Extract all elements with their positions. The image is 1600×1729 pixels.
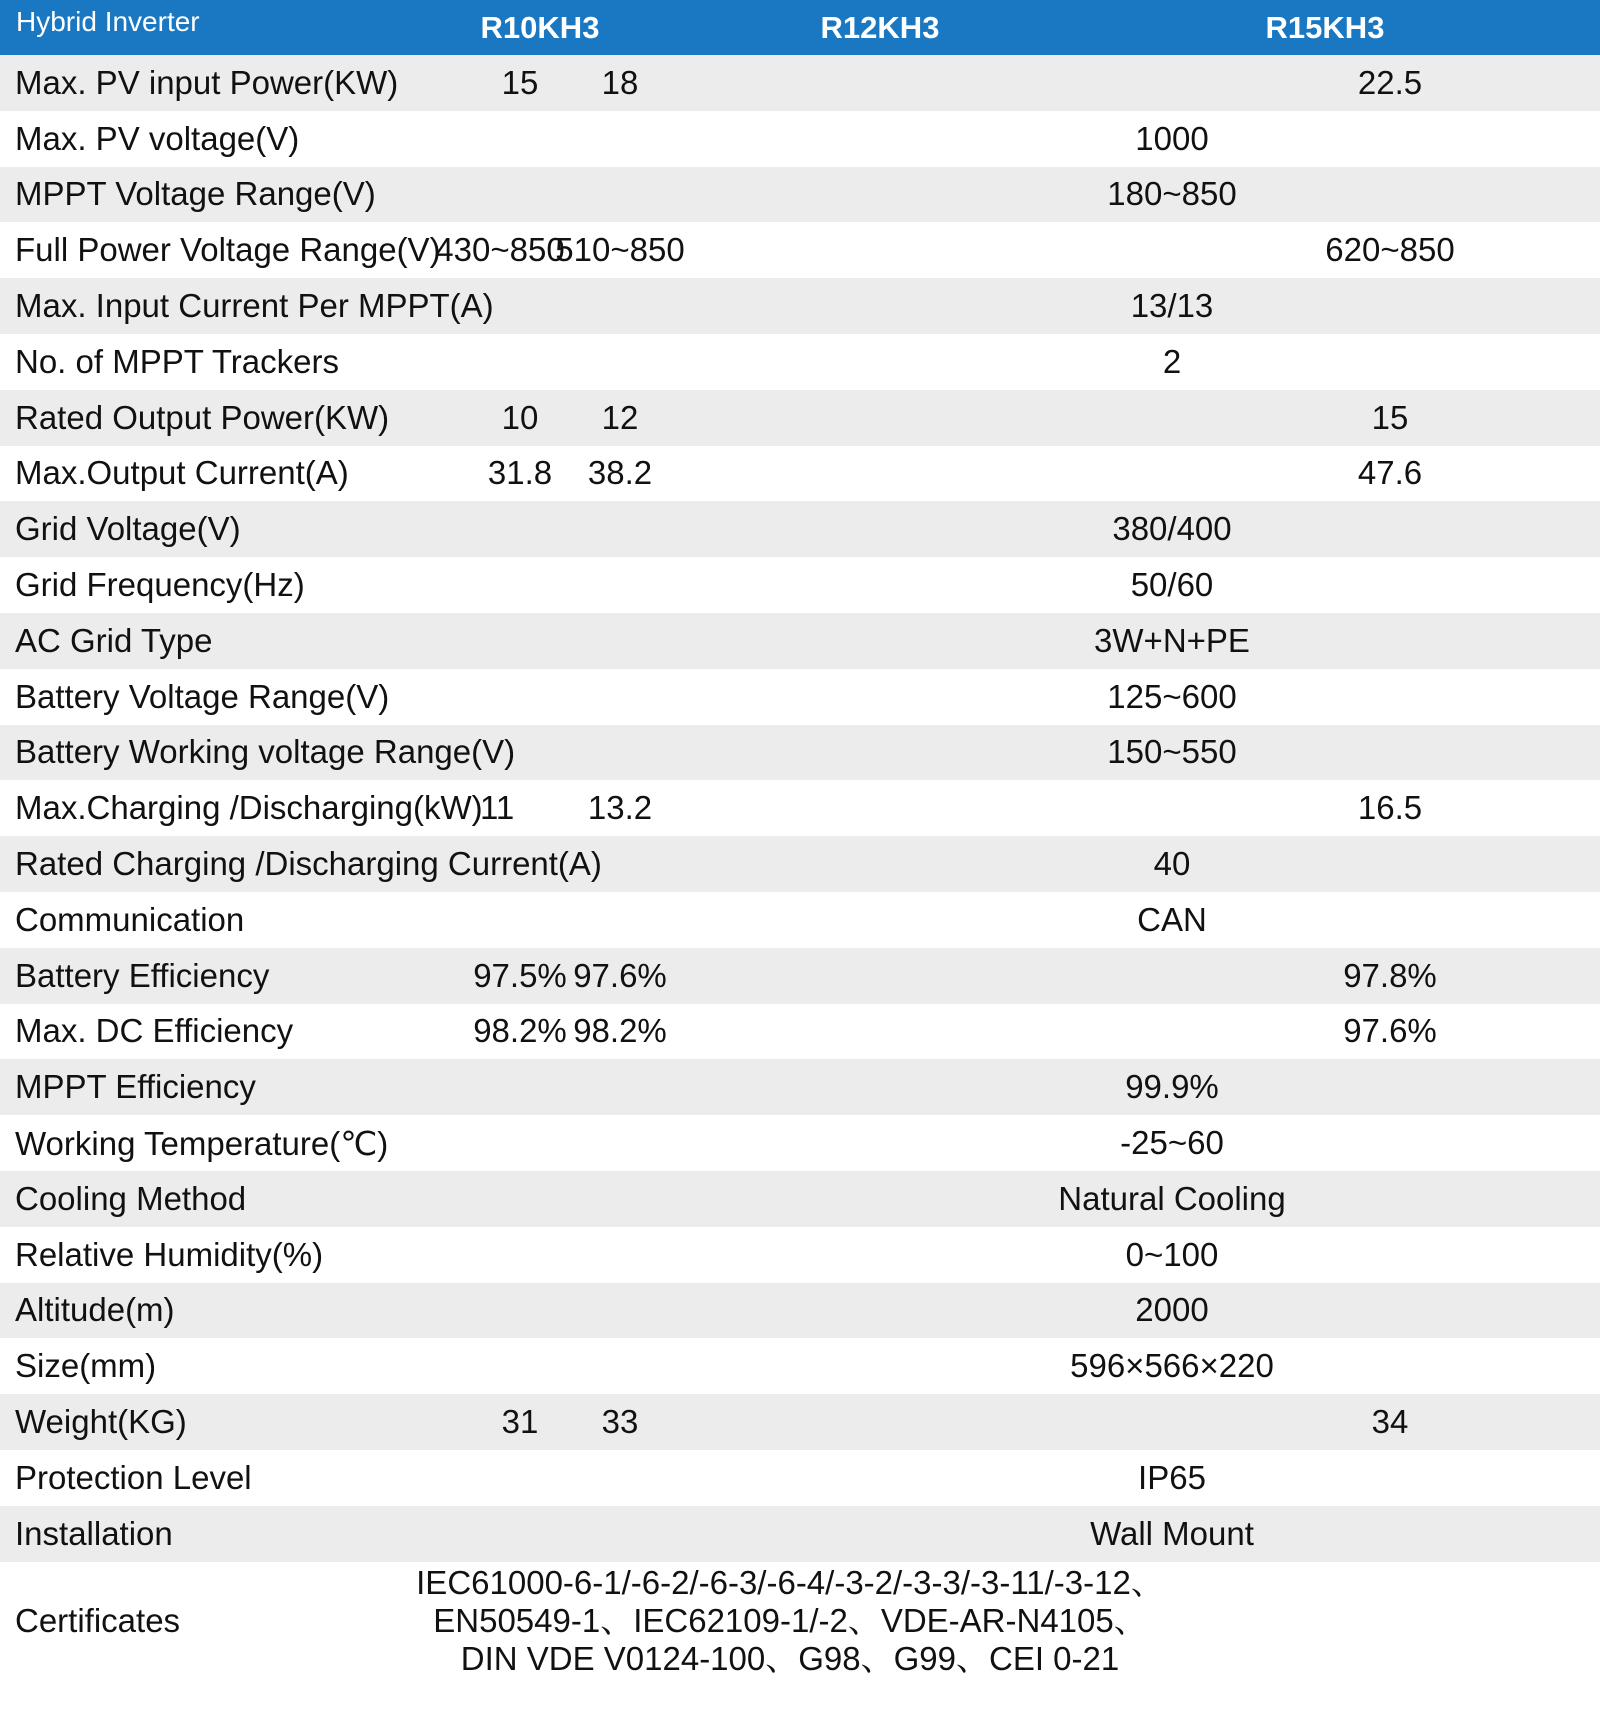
spec-label: MPPT Voltage Range(V) (15, 175, 376, 213)
spec-label: Certificates (15, 1601, 181, 1639)
spec-value-text: 97.5% (473, 956, 567, 994)
table-row (0, 222, 1600, 278)
spec-value-text: 13.2 (587, 789, 653, 827)
table-row (0, 1115, 1600, 1171)
certificates-value (416, 1562, 1600, 1680)
spec-shared-value (490, 836, 1600, 892)
spec-value-text: 596×566×220 (1070, 1347, 1274, 1385)
spec-value-text: 15 (501, 63, 539, 101)
spec-label: Battery Voltage Range(V) (15, 677, 390, 715)
spec-value (601, 1394, 1310, 1450)
table-row (0, 948, 1600, 1004)
spec-value-text: 180~850 (1107, 175, 1237, 213)
spec-label: Rated Charging /Discharging Current(A) (15, 845, 602, 883)
spec-label: Full Power Voltage Range(V) (15, 231, 441, 269)
spec-value-text: 98.2% (573, 1012, 667, 1050)
model-header: R15KH3 (1265, 9, 1385, 45)
spec-value-text: 40 (1153, 845, 1191, 883)
spec-value-text: 15 (1371, 398, 1409, 436)
spec-label: Max. DC Efficiency (15, 1012, 294, 1050)
spec-label: Grid Frequency(Hz) (15, 566, 305, 604)
table-row (0, 1506, 1600, 1562)
spec-label: Cooling Method (15, 1179, 247, 1217)
certificate-line: IEC61000-6-1/-6-2/-6-3/-6-4/-3-2/-3-3/-3-11/-3-12、 (416, 1563, 1164, 1601)
spec-value-text: 97.8% (1343, 956, 1437, 994)
table-row (0, 1171, 1600, 1227)
spec-shared-value (490, 278, 1600, 334)
spec-label: Battery Efficiency (15, 956, 270, 994)
spec-label: Protection Level (15, 1458, 252, 1496)
spec-value-text: -25~60 (1120, 1124, 1224, 1162)
spec-shared-value (490, 1450, 1600, 1506)
spec-value-text: 150~550 (1107, 733, 1237, 771)
spec-value-text: 97.6% (1343, 1012, 1437, 1050)
spec-shared-value (490, 669, 1600, 725)
spec-value-text: 2000 (1135, 1291, 1209, 1329)
spec-label: Rated Output Power(KW) (15, 398, 390, 436)
certificate-line: EN50549-1、IEC62109-1/-2、VDE-AR-N4105、 (433, 1601, 1147, 1639)
table-row (0, 836, 1600, 892)
table-row (0, 613, 1600, 669)
spec-value-text: 3W+N+PE (1094, 621, 1250, 659)
spec-value-text: 31.8 (487, 454, 553, 492)
spec-label: Altitude(m) (15, 1291, 175, 1329)
table-row (0, 669, 1600, 725)
spec-value-text: Natural Cooling (1058, 1179, 1286, 1217)
spec-shared-value (490, 167, 1600, 223)
spec-value-text: 0~100 (1125, 1235, 1219, 1273)
spec-shared-value (490, 725, 1600, 781)
spec-shared-value (490, 501, 1600, 557)
spec-value-text: CAN (1137, 900, 1207, 938)
spec-label: Grid Voltage(V) (15, 510, 241, 548)
spec-shared-value (490, 1115, 1600, 1171)
spec-label: AC Grid Type (15, 621, 213, 659)
spec-rows (0, 55, 1600, 1680)
header-row (0, 0, 1600, 55)
spec-value (555, 222, 1310, 278)
table-row (0, 892, 1600, 948)
certificates-list (350, 1564, 1230, 1678)
spec-label: Max.Charging /Discharging(kW) (15, 789, 483, 827)
spec-value-text: 34 (1371, 1403, 1409, 1441)
spec-value-text: 2 (1162, 342, 1182, 380)
spec-label: No. of MPPT Trackers (15, 342, 339, 380)
spec-value-text: 620~850 (1325, 231, 1455, 269)
certificate-line: DIN VDE V0124-100、G98、G99、CEI 0-21 (460, 1639, 1120, 1677)
table-row (0, 167, 1600, 223)
table-row (0, 1059, 1600, 1115)
spec-value-text: 97.6% (573, 956, 667, 994)
spec-value-text: 10 (501, 398, 539, 436)
table-title: Hybrid Inverter (16, 6, 200, 37)
table-row (0, 1227, 1600, 1283)
spec-shared-value (490, 111, 1600, 167)
spec-label: Relative Humidity(%) (15, 1235, 324, 1273)
spec-label: Max. Input Current Per MPPT(A) (15, 287, 494, 325)
spec-value (587, 446, 1310, 502)
spec-value-text: 430~850 (435, 231, 565, 269)
spec-value-text: 33 (601, 1403, 639, 1441)
spec-value-text: Wall Mount (1090, 1514, 1254, 1552)
spec-label: Battery Working voltage Range(V) (15, 733, 516, 771)
spec-value-text: 38.2 (587, 454, 653, 492)
spec-label: Max. PV input Power(KW) (15, 63, 399, 101)
spec-value-text: 18 (601, 63, 639, 101)
spec-label: Max. PV voltage(V) (15, 119, 300, 157)
spec-value (573, 1004, 1310, 1060)
spec-value-text: 22.5 (1357, 63, 1423, 101)
spec-shared-value (490, 1059, 1600, 1115)
spec-shared-value (490, 613, 1600, 669)
spec-value (601, 55, 1310, 111)
spec-value (587, 780, 1310, 836)
certificates-row (0, 1562, 1600, 1680)
spec-label: Size(mm) (15, 1347, 157, 1385)
table-row (0, 725, 1600, 781)
spec-value (1310, 222, 1600, 278)
spec-value-text: 31 (501, 1403, 539, 1441)
spec-value-text: 47.6 (1357, 454, 1423, 492)
spec-shared-value (490, 892, 1600, 948)
table-row (0, 1004, 1600, 1060)
spec-value-text: 12 (601, 398, 639, 436)
spec-shared-value (490, 334, 1600, 390)
spec-value-text: 99.9% (1125, 1068, 1219, 1106)
table-row (0, 1283, 1600, 1339)
spec-value-text: 13/13 (1130, 287, 1214, 325)
spec-label: Installation (15, 1514, 173, 1552)
spec-shared-value (490, 1171, 1600, 1227)
spec-label: Working Temperature(℃) (15, 1124, 389, 1162)
spec-value-text: 510~850 (555, 231, 685, 269)
table-row (0, 1394, 1600, 1450)
spec-value (1310, 1004, 1600, 1060)
spec-value (1310, 55, 1600, 111)
table-row (0, 780, 1600, 836)
spec-value-text: 380/400 (1112, 510, 1232, 548)
spec-value-text: 16.5 (1357, 789, 1423, 827)
table-row (0, 501, 1600, 557)
spec-value-text: 11 (480, 789, 515, 827)
spec-shared-value (490, 1227, 1600, 1283)
spec-value-text: 98.2% (473, 1012, 567, 1050)
spec-shared-value (490, 1283, 1600, 1339)
table-row (0, 1450, 1600, 1506)
spec-value-text: 125~600 (1107, 677, 1237, 715)
model-header: R10KH3 (480, 9, 600, 45)
table-row (0, 278, 1600, 334)
spec-label: Communication (15, 900, 245, 938)
table-row (0, 334, 1600, 390)
spec-value-text: IP65 (1138, 1458, 1206, 1496)
spec-value (1310, 948, 1600, 1004)
spec-value (601, 390, 1310, 446)
table-row (0, 1338, 1600, 1394)
spec-shared-value (490, 1506, 1600, 1562)
spec-value (573, 948, 1310, 1004)
spec-shared-value (490, 557, 1600, 613)
spec-value (1310, 780, 1600, 836)
spec-value (1310, 390, 1600, 446)
spec-label: MPPT Efficiency (15, 1068, 256, 1106)
table-row (0, 55, 1600, 111)
table-row (0, 446, 1600, 502)
table-row (0, 390, 1600, 446)
spec-value-text: 1000 (1135, 119, 1209, 157)
model-header: R12KH3 (820, 9, 940, 45)
table-row (0, 111, 1600, 167)
table-row (0, 557, 1600, 613)
spec-value-text: 50/60 (1130, 566, 1214, 604)
spec-value (1310, 1394, 1600, 1450)
spec-label: Weight(KG) (15, 1403, 187, 1441)
spec-shared-value (490, 1338, 1600, 1394)
spec-label: Max.Output Current(A) (15, 454, 349, 492)
spec-value (1310, 446, 1600, 502)
